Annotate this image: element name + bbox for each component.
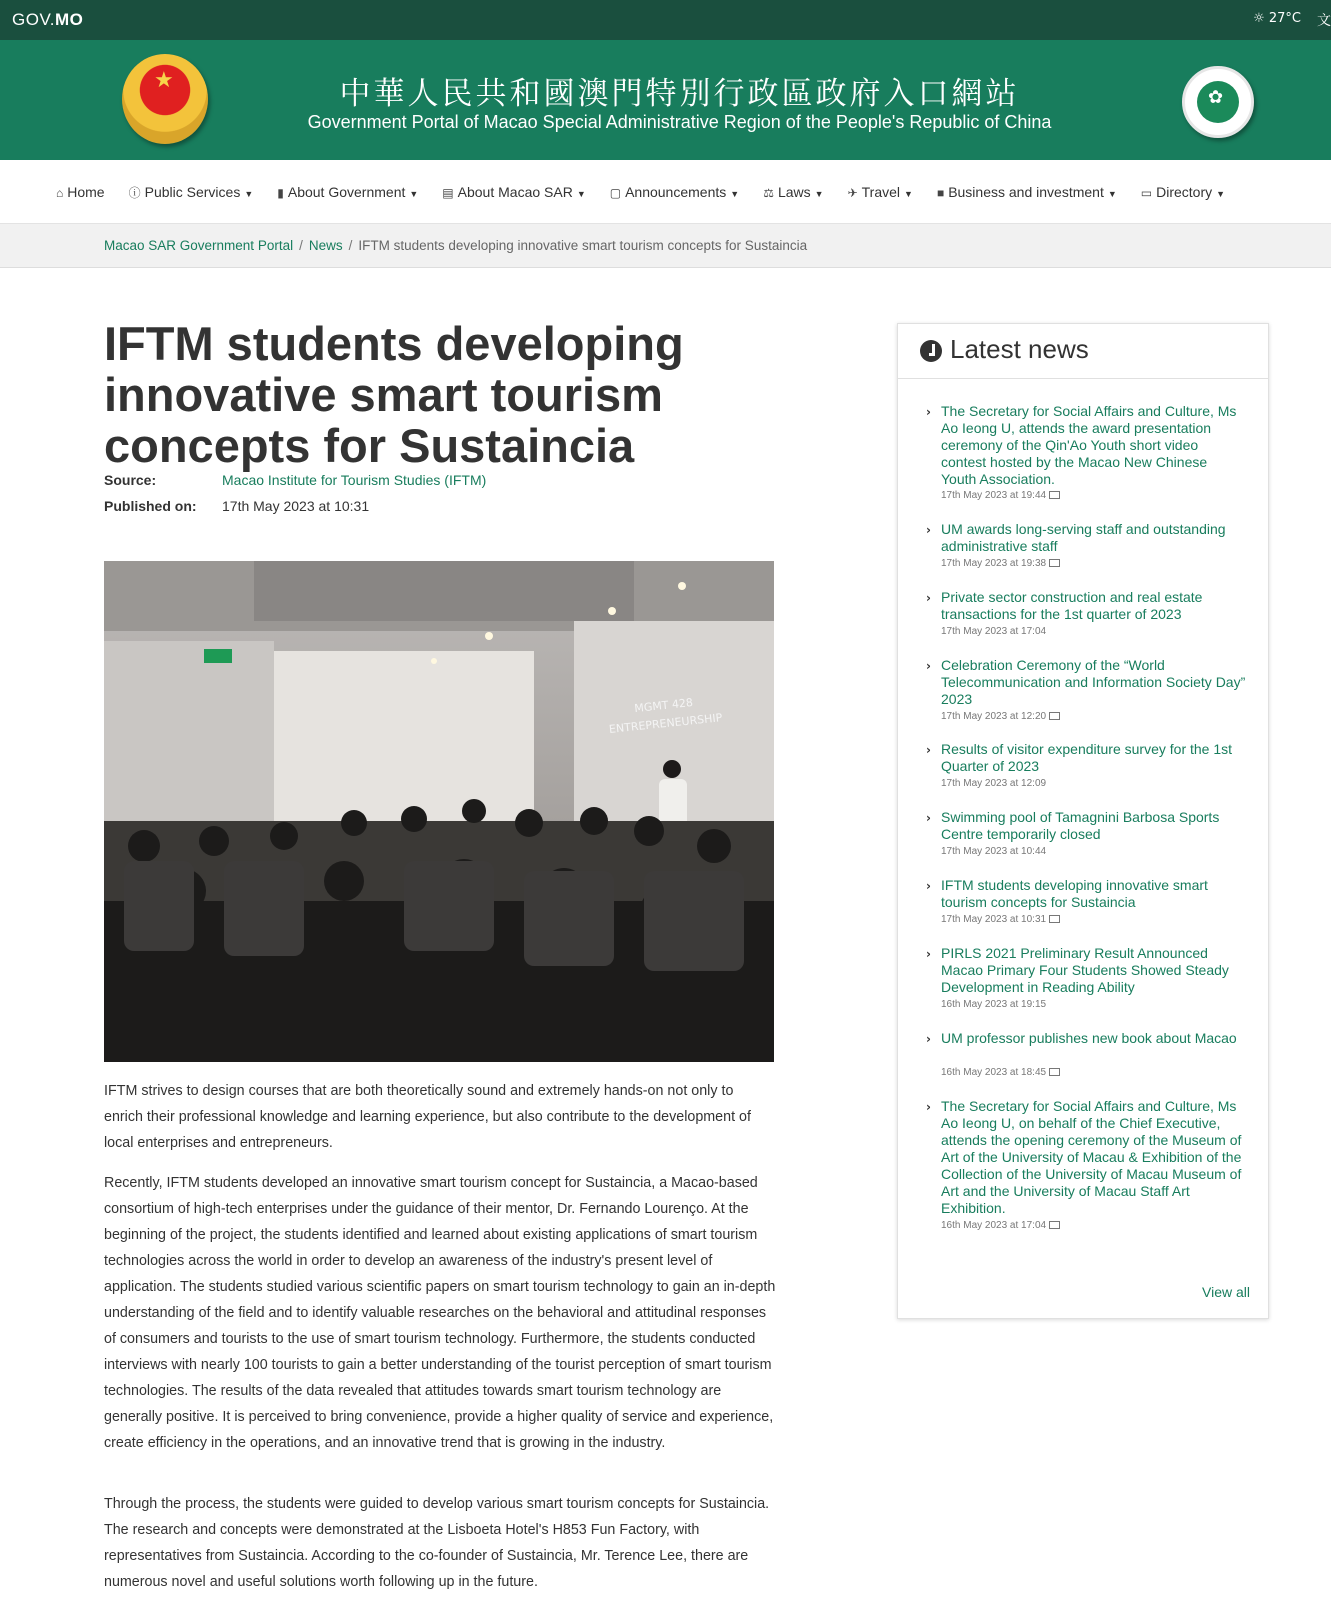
news-title[interactable]: Swimming pool of Tamagnini Barbosa Sports Centre temporarily closed — [941, 809, 1220, 842]
nav-about-macao[interactable]: ▤ About Macao SAR ▼ — [442, 184, 586, 200]
caret-down-icon: ▼ — [904, 189, 913, 199]
published-label: Published on: — [104, 498, 197, 514]
scale-icon: ⚖ — [763, 186, 774, 200]
slide-course-code: MGMT 428 — [633, 695, 694, 716]
breadcrumb: Macao SAR Government Portal / News / IFTM students developing innovative smart tourism concepts for Sustaincia — [104, 238, 808, 253]
breadcrumb-news[interactable]: News — [308, 238, 343, 253]
nav-business[interactable]: ■ Business and investment ▼ — [936, 184, 1117, 200]
caret-down-icon: ▼ — [730, 189, 740, 199]
plane-icon: ✈ — [847, 186, 858, 200]
latest-news-header — [898, 324, 1268, 379]
briefcase-icon: ■ — [936, 186, 945, 200]
home-icon: ⌂ — [56, 186, 64, 200]
caret-down-icon: ▼ — [1216, 189, 1226, 199]
latest-news-title: Latest news — [950, 334, 1089, 364]
view-all-link[interactable]: View all — [1202, 1284, 1250, 1300]
source-label: Source: — [104, 472, 157, 488]
nav-directory[interactable]: ▭ Directory ▼ — [1140, 184, 1226, 200]
chevron-right-icon: › — [926, 947, 931, 961]
weather-icon: ☼ — [1253, 11, 1265, 26]
nav-home[interactable]: ⌂ Home — [56, 184, 105, 200]
chevron-right-icon: › — [926, 405, 931, 419]
site-banner — [0, 40, 1331, 160]
news-date: 16th May 2023 at 17:04 — [941, 1220, 1060, 1231]
chevron-right-icon: › — [926, 743, 931, 757]
article-photo[interactable] — [104, 561, 774, 1062]
news-title[interactable]: The Secretary for Social Affairs and Culture, Ms Ao Ieong U, attends the award presentation ceremony of the Qin'Ao Youth short video contest hosted by the Macao New Chinese Youth Association. — [941, 403, 1237, 487]
news-title[interactable]: The Secretary for Social Affairs and Culture, Ms Ao Ieong U, on behalf of the Chief Executive, attends the opening ceremony of the Museum of Art of the University of Macau & Exhibition of the Collection of the University of Macau Museum of Art and the University of Macau Staff Art Exhibition. — [941, 1098, 1242, 1216]
chevron-right-icon: › — [926, 811, 931, 825]
nav-public-services[interactable]: ⓘ Public Services ▼ — [128, 184, 254, 200]
news-date: 16th May 2023 at 19:15 — [941, 999, 1047, 1010]
caret-down-icon: ▼ — [409, 189, 419, 199]
prc-national-emblem: ★ — [122, 54, 208, 144]
news-date: 17th May 2023 at 19:44 — [941, 490, 1060, 501]
image-icon — [1049, 491, 1060, 499]
news-title[interactable]: UM awards long-serving staff and outstanding administrative staff — [941, 521, 1226, 554]
news-title[interactable]: IFTM students developing innovative smart tourism concepts for Sustaincia — [941, 877, 1208, 910]
language-icon[interactable]: 文 — [1317, 13, 1331, 29]
news-date: 17th May 2023 at 10:31 — [941, 914, 1060, 925]
caret-down-icon: ▼ — [576, 189, 586, 199]
article-paragraph-3: Through the process, the students were guided to develop various smart tourism concepts for Sustaincia. The research and concepts were demonstrated at the Lisboeta Hotel's H853 Fun Factory, with representatives from Sustaincia. According to the co-founder of Sustaincia, Mr. Terence Lee, there are numerous novel and useful solutions worth following up in the future. — [104, 1496, 770, 1590]
weather-widget[interactable] — [1253, 11, 1301, 26]
site-title-zh[interactable]: 中華人民共和國澳門特別行政區政府入口網站 — [339, 76, 1020, 112]
news-title[interactable]: Results of visitor expenditure survey for the 1st Quarter of 2023 — [941, 741, 1233, 774]
macao-sar-emblem: ✿ — [1182, 66, 1254, 138]
news-title[interactable]: PIRLS 2021 Preliminary Result Announced Macao Primary Four Students Showed Steady Development in Reading Ability — [941, 945, 1229, 995]
caret-down-icon: ▼ — [814, 189, 824, 199]
breadcrumb-bar — [0, 224, 1331, 268]
news-title[interactable]: Private sector construction and real estate transactions for the 1st quarter of 2023 — [941, 589, 1203, 622]
site-title-en[interactable]: Government Portal of Macao Special Administrative Region of the People's Republic of China — [307, 112, 1052, 132]
chevron-right-icon: › — [926, 591, 931, 605]
published-date: 17th May 2023 at 10:31 — [222, 498, 370, 514]
image-icon — [1049, 559, 1060, 567]
news-date: 17th May 2023 at 10:44 — [941, 846, 1047, 857]
image-icon — [1049, 712, 1060, 720]
chevron-right-icon: › — [926, 1032, 931, 1046]
folder-icon: ▭ — [1140, 186, 1153, 200]
image-icon — [1049, 1068, 1060, 1076]
temperature: 27°C — [1268, 11, 1301, 26]
article-title: IFTM students developing innovative smart tourism concepts for Sustaincia — [104, 317, 684, 472]
news-title[interactable]: UM professor publishes new book about Macao — [941, 1030, 1237, 1046]
breadcrumb-current: IFTM students developing innovative smart tourism concepts for Sustaincia — [358, 238, 808, 253]
gov-mo-logo[interactable]: GOV.MO — [12, 10, 84, 29]
nav-about-government[interactable]: ▮ About Government ▼ — [277, 184, 419, 200]
chevron-right-icon: › — [926, 1100, 931, 1114]
news-date: 17th May 2023 at 17:04 — [941, 626, 1047, 637]
news-date: 17th May 2023 at 19:38 — [941, 558, 1060, 569]
top-bar — [0, 0, 1331, 40]
caret-down-icon: ▼ — [244, 189, 254, 199]
news-date: 16th May 2023 at 18:45 — [941, 1067, 1060, 1078]
news-title[interactable]: Celebration Ceremony of the “World Telecommunication and Information Society Day” 2023 — [941, 657, 1246, 707]
news-date: 17th May 2023 at 12:20 — [941, 711, 1060, 722]
main-nav — [0, 160, 1331, 224]
bulletin-icon: ▢ — [609, 186, 622, 200]
article-paragraph-2: Recently, IFTM students developed an innovative smart tourism concept for Sustaincia, a Macao-based consortium of high-tech enterprises under the guidance of their mentor, Dr. Fernando Lourenço. At the beginning of the project, the students identified and learned about existing applications of smart tourism technologies across the world in order to develop an awareness of the industry's present level of application. The students studied various scientific papers on smart tourism technology to gain an in-depth understanding of the field and to identify valuable researches on the behavioral and attitudinal responses of consumers and tourists to the use of smart tourism technology. Furthermore, the students conducted interviews with nearly 100 tourists to gain a better understanding of the tourist perception of smart tourism technologies. The results of the data revealed that attitudes towards smart tourism technology are generally positive. It is perceived to bring convenience, provide a higher quality of service and experience, create efficiency in the operations, and an innovative trend that is growing in the industry. — [104, 1175, 776, 1451]
chevron-right-icon: › — [926, 879, 931, 893]
news-date: 17th May 2023 at 12:09 — [941, 778, 1047, 789]
source-link[interactable]: Macao Institute for Tourism Studies (IFTM) — [222, 472, 487, 488]
map-icon: ▤ — [442, 186, 454, 200]
chevron-right-icon: › — [926, 523, 931, 537]
nav-announcements[interactable]: ▢ Announcements ▼ — [609, 184, 740, 200]
slide-course-title: ENTREPRENEURSHIP — [608, 711, 723, 736]
image-icon — [1049, 915, 1060, 923]
info-icon: ⓘ — [128, 186, 141, 200]
nav-laws[interactable]: ⚖ Laws ▼ — [763, 184, 824, 200]
nav-travel[interactable]: ✈ Travel ▼ — [847, 184, 913, 200]
caret-down-icon: ▼ — [1107, 189, 1117, 199]
image-icon — [1049, 1221, 1060, 1229]
building-icon: ▮ — [277, 186, 284, 200]
article-paragraph-1: IFTM strives to design courses that are both theoretically sound and extremely hands-on not only to enrich their professional knowledge and learning experience, but also contribute to the development of local enterprises and entrepreneurs. — [104, 1083, 751, 1151]
chevron-right-icon: › — [926, 659, 931, 673]
breadcrumb-home[interactable]: Macao SAR Government Portal — [104, 238, 294, 253]
clock-icon — [920, 340, 942, 362]
